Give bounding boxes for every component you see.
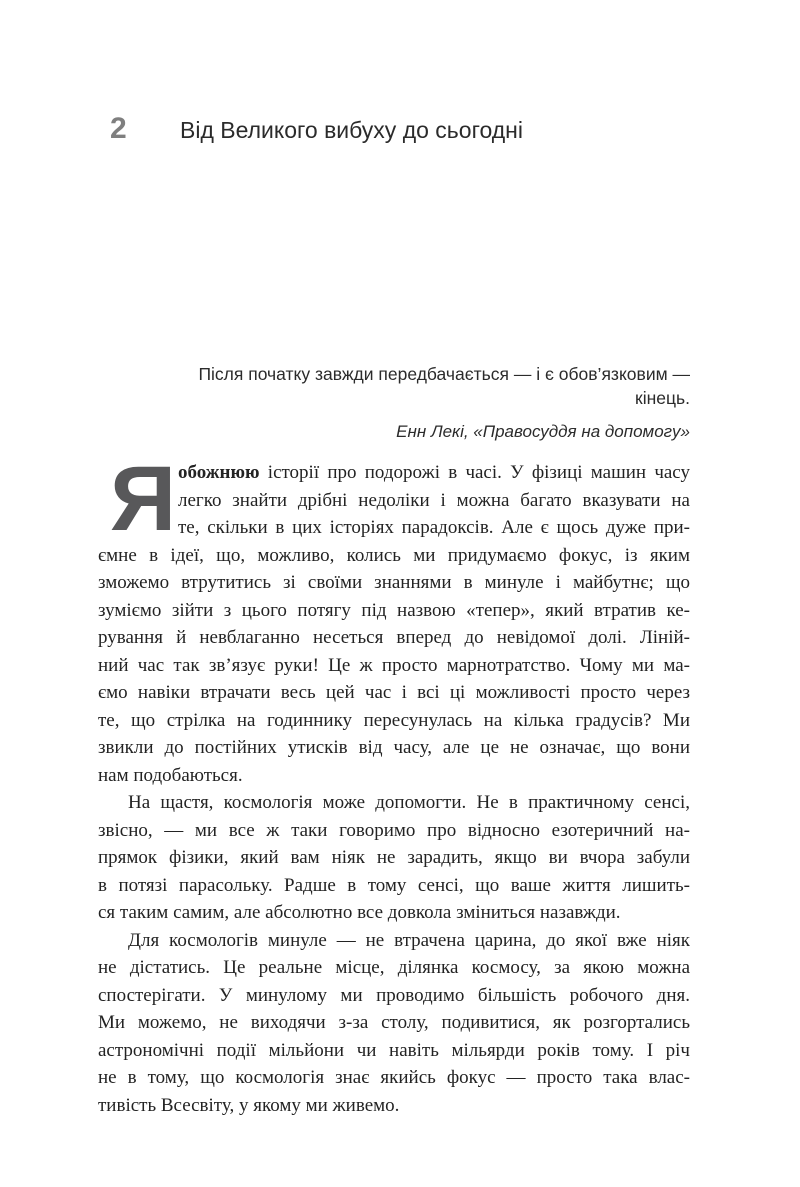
text-line: рування й невблаганно несеться вперед до невідомої долі. Ліній- (98, 627, 690, 648)
text-line: те, скільки в цих історіях парадоксів. Але є щось дуже при- (178, 517, 690, 538)
text-line: На щастя, космологія може допомогти. Не в практичному сенсі, (128, 792, 690, 813)
drop-cap: Я (110, 448, 177, 550)
text-line: Ми можемо, не виходячи з-за столу, подивитися, як розгортались (98, 1012, 690, 1033)
text-line: Для космологів минуле — не втрачена царина, до якої вже ніяк (128, 929, 690, 951)
chapter-number: 2 (110, 112, 127, 145)
text-line: звісно, — ми все ж таки говоримо про відносно езотеричний на- (98, 819, 690, 841)
text-line: тивість Всесвіту, у якому ми живемо. (98, 1094, 400, 1116)
chapter-body (98, 448, 690, 1119)
text-line: легко знайти дрібні недоліки і можна багато вказувати на (178, 489, 690, 511)
paragraph (98, 927, 690, 1120)
text-line: спостерігати. У минулому ми проводимо більшість робочого дня. (98, 984, 690, 1006)
paragraph (98, 448, 690, 789)
text-line: в потязі парасольку. Радше в тому сенсі, що ваше життя лишить- (98, 874, 690, 896)
text-line: зможемо втрутитись зі своїми знаннями в минуле і майбутнє; що (98, 572, 690, 593)
epigraph-text: Після початку завжди передбачається — і є обов’язковим — кінець. (198, 364, 690, 408)
epigraph (178, 362, 690, 443)
text-line: прямок фізики, який вам ніяк не зарадить, якщо ви вчора забули (98, 847, 690, 868)
text-line: те, що стрілка на годиннику пересунулась на кілька градусів? Ми (98, 709, 690, 731)
text-line: ємне в ідеї, що, можливо, колись ми придумаємо фокус, із яким (98, 544, 690, 566)
chapter-title: Від Великого вибуху до сьогодні (180, 117, 523, 143)
text-line: не в тому, що космологія знає якийсь фокус — просто така влас- (98, 1067, 690, 1088)
text-line: обожнюю історії про подорожі в часі. У фізиці машин часу (178, 462, 690, 483)
text-line: не дістатись. Це реальне місце, ділянка космосу, за якою можна (98, 957, 690, 978)
text-line: астрономічні події мільйони чи навіть мільярди років тому. І річ (98, 1039, 690, 1061)
text-line: звикли до постійних утисків від часу, але це не означає, що вони (98, 737, 690, 758)
text-line: нам подобаються. (98, 764, 243, 786)
text-line: ся таким самим, але абсолютно все довкола зміниться назавжди. (98, 902, 621, 923)
chapter-header (110, 112, 710, 160)
text-line: зуміємо зійти з цього потягу під назвою «тепер», який втратив ке- (98, 599, 690, 621)
paragraph (98, 789, 690, 927)
text-line: ний час так зв’язує руки! Це ж просто марнотратство. Чому ми ма- (98, 654, 690, 676)
text-line: ємо навіки втрачати весь цей час і всі ці можливості просто через (98, 682, 690, 703)
epigraph-attribution: Енн Лекі, «Правосуддя на допомогу» (396, 422, 690, 441)
